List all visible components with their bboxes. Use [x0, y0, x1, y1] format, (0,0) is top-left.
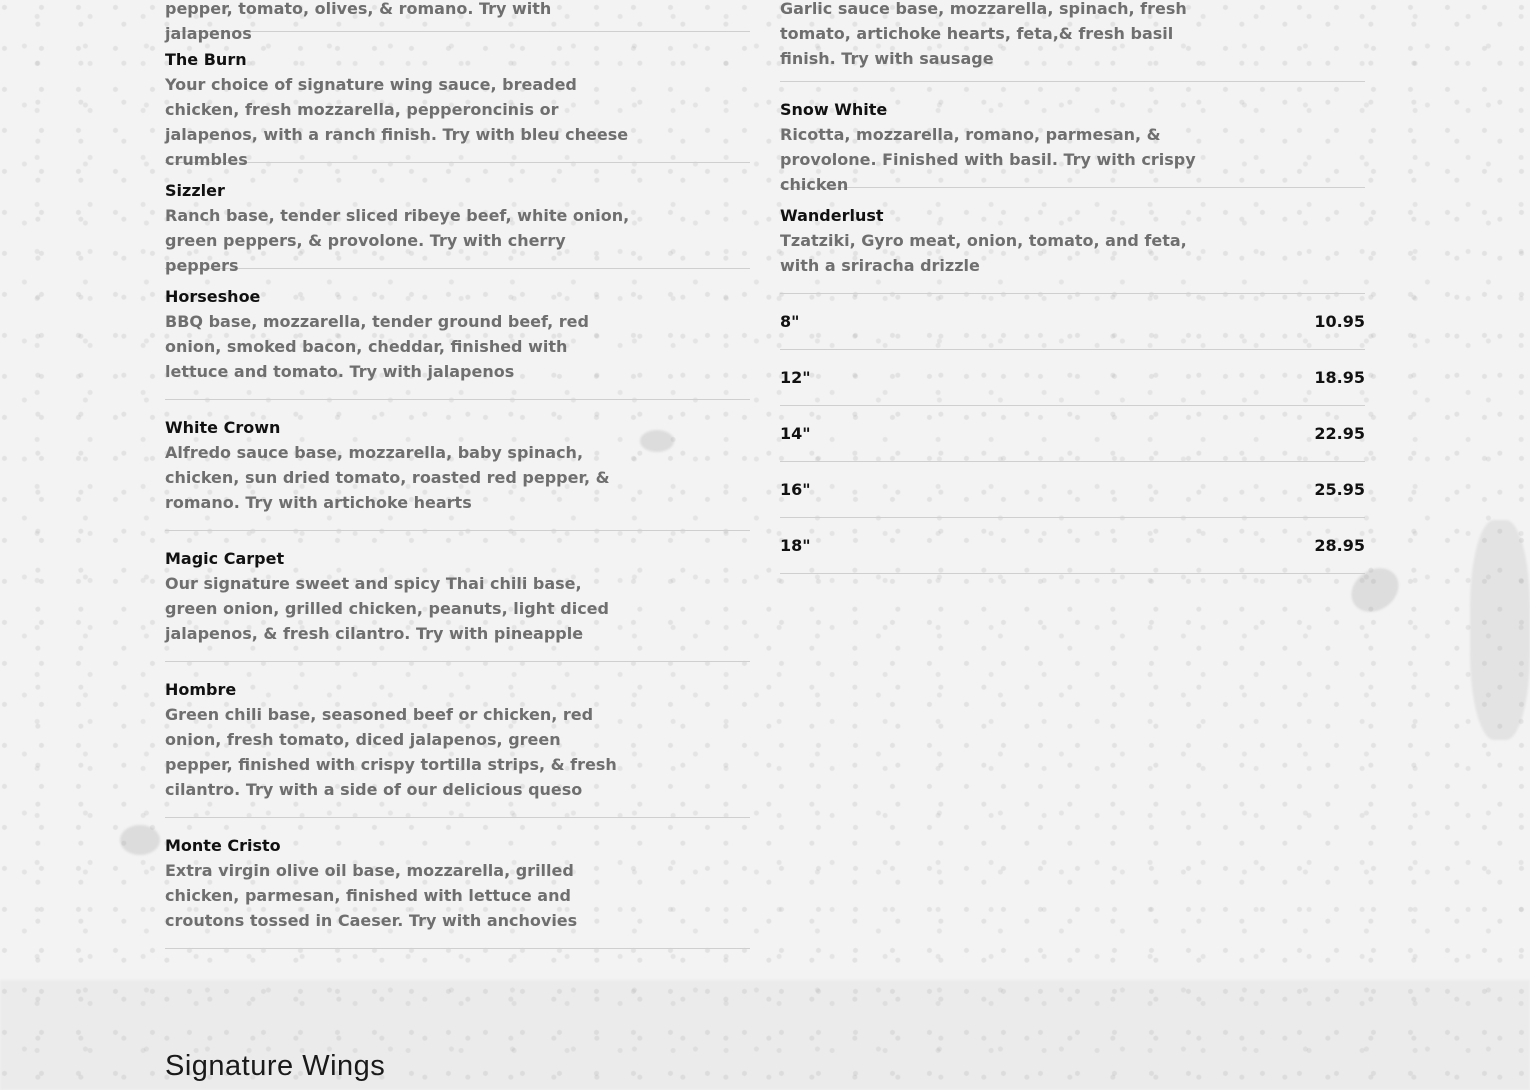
- size-price-row: [780, 462, 1365, 518]
- menu-item-description: Green chili base, seasoned beef or chicken, red onion, fresh tomato, diced jalapenos, green pepper, finished with crispy tortilla strips, & fresh cilantro. Try with a side of our delicious queso: [165, 705, 617, 799]
- menu-item: [165, 0, 750, 43]
- size-label: 8": [780, 312, 800, 331]
- size-label: 18": [780, 536, 811, 555]
- size-price-row: [780, 350, 1365, 406]
- menu-item-horseshoe: [165, 269, 750, 400]
- menu-item-name: Snow White: [780, 100, 888, 119]
- size-price-table: [780, 294, 1365, 574]
- size-price: 18.95: [1314, 368, 1365, 387]
- menu-item-name: Monte Cristo: [165, 836, 281, 855]
- menu-item-name: White Crown: [165, 418, 281, 437]
- menu-item-description: BBQ base, mozzarella, tender ground beef, red onion, smoked bacon, cheddar, finished with lettuce and tomato. Try with jalapenos: [165, 312, 589, 381]
- menu-item-magic-carpet: [165, 531, 750, 662]
- menu-item-description: Your choice of signature wing sauce, breaded chicken, fresh mozzarella, pepperoncinis or jalapenos, with a ranch finish. Try with bleu cheese crumbles: [165, 75, 629, 169]
- menu-item-description: Ranch base, tender sliced ribeye beef, white onion, green peppers, & provolone. Try with cherry peppers: [165, 206, 630, 275]
- menu-item-snow-white: [780, 82, 1365, 194]
- menu-item-description: pepper, tomato, olives, & romano. Try with jalapenos: [165, 0, 552, 43]
- menu-item-description: Alfredo sauce base, mozzarella, baby spinach, chicken, sun dried tomato, roasted red pepper, & romano. Try with artichoke hearts: [165, 443, 610, 512]
- size-price: 25.95: [1314, 480, 1365, 499]
- size-price-row: [780, 518, 1365, 574]
- menu-column-left: [165, 0, 750, 949]
- background-splatter: [1470, 520, 1530, 740]
- menu-item-description: Our signature sweet and spicy Thai chili base, green onion, grilled chicken, peanuts, light diced jalapenos, & fresh cilantro. Try with pineapple: [165, 574, 609, 643]
- menu-item-description: Extra virgin olive oil base, mozzarella, grilled chicken, parmesan, finished with lettuce and croutons tossed in Caeser. Try with anchovies: [165, 861, 578, 930]
- menu-item: [780, 0, 1365, 82]
- menu-item-description: Ricotta, mozzarella, romano, parmesan, & provolone. Finished with basil. Try with crispy chicken: [780, 125, 1196, 194]
- menu-item-name: Magic Carpet: [165, 549, 285, 568]
- size-price-row: [780, 294, 1365, 350]
- size-label: 16": [780, 480, 811, 499]
- menu-item-name: Wanderlust: [780, 206, 884, 225]
- size-label: 12": [780, 368, 811, 387]
- menu-item-name: Horseshoe: [165, 287, 261, 306]
- menu-item-white-crown: [165, 400, 750, 531]
- menu-item-name: The Burn: [165, 50, 247, 69]
- menu-item-monte-cristo: [165, 818, 750, 949]
- menu-item-wanderlust: [780, 188, 1365, 294]
- menu-item-description: Garlic sauce base, mozzarella, spinach, fresh tomato, artichoke hearts, feta,& fresh basil finish. Try with sausage: [780, 0, 1187, 68]
- size-price-row: [780, 406, 1365, 462]
- menu-item-sizzler: [165, 163, 750, 275]
- background-splatter: [120, 825, 160, 855]
- menu-item-the-burn: [165, 32, 750, 169]
- section-title-signature-wings: Signature Wings: [165, 1050, 386, 1082]
- menu-item-name: Sizzler: [165, 181, 225, 200]
- size-label: 14": [780, 424, 811, 443]
- menu-item-name: Hombre: [165, 680, 237, 699]
- menu-item-description: Tzatziki, Gyro meat, onion, tomato, and feta, with a sriracha drizzle: [780, 231, 1187, 275]
- size-price: 28.95: [1314, 536, 1365, 555]
- menu-column-right: [780, 0, 1365, 574]
- size-price: 10.95: [1314, 312, 1365, 331]
- menu-item-hombre: [165, 662, 750, 818]
- size-price: 22.95: [1314, 424, 1365, 443]
